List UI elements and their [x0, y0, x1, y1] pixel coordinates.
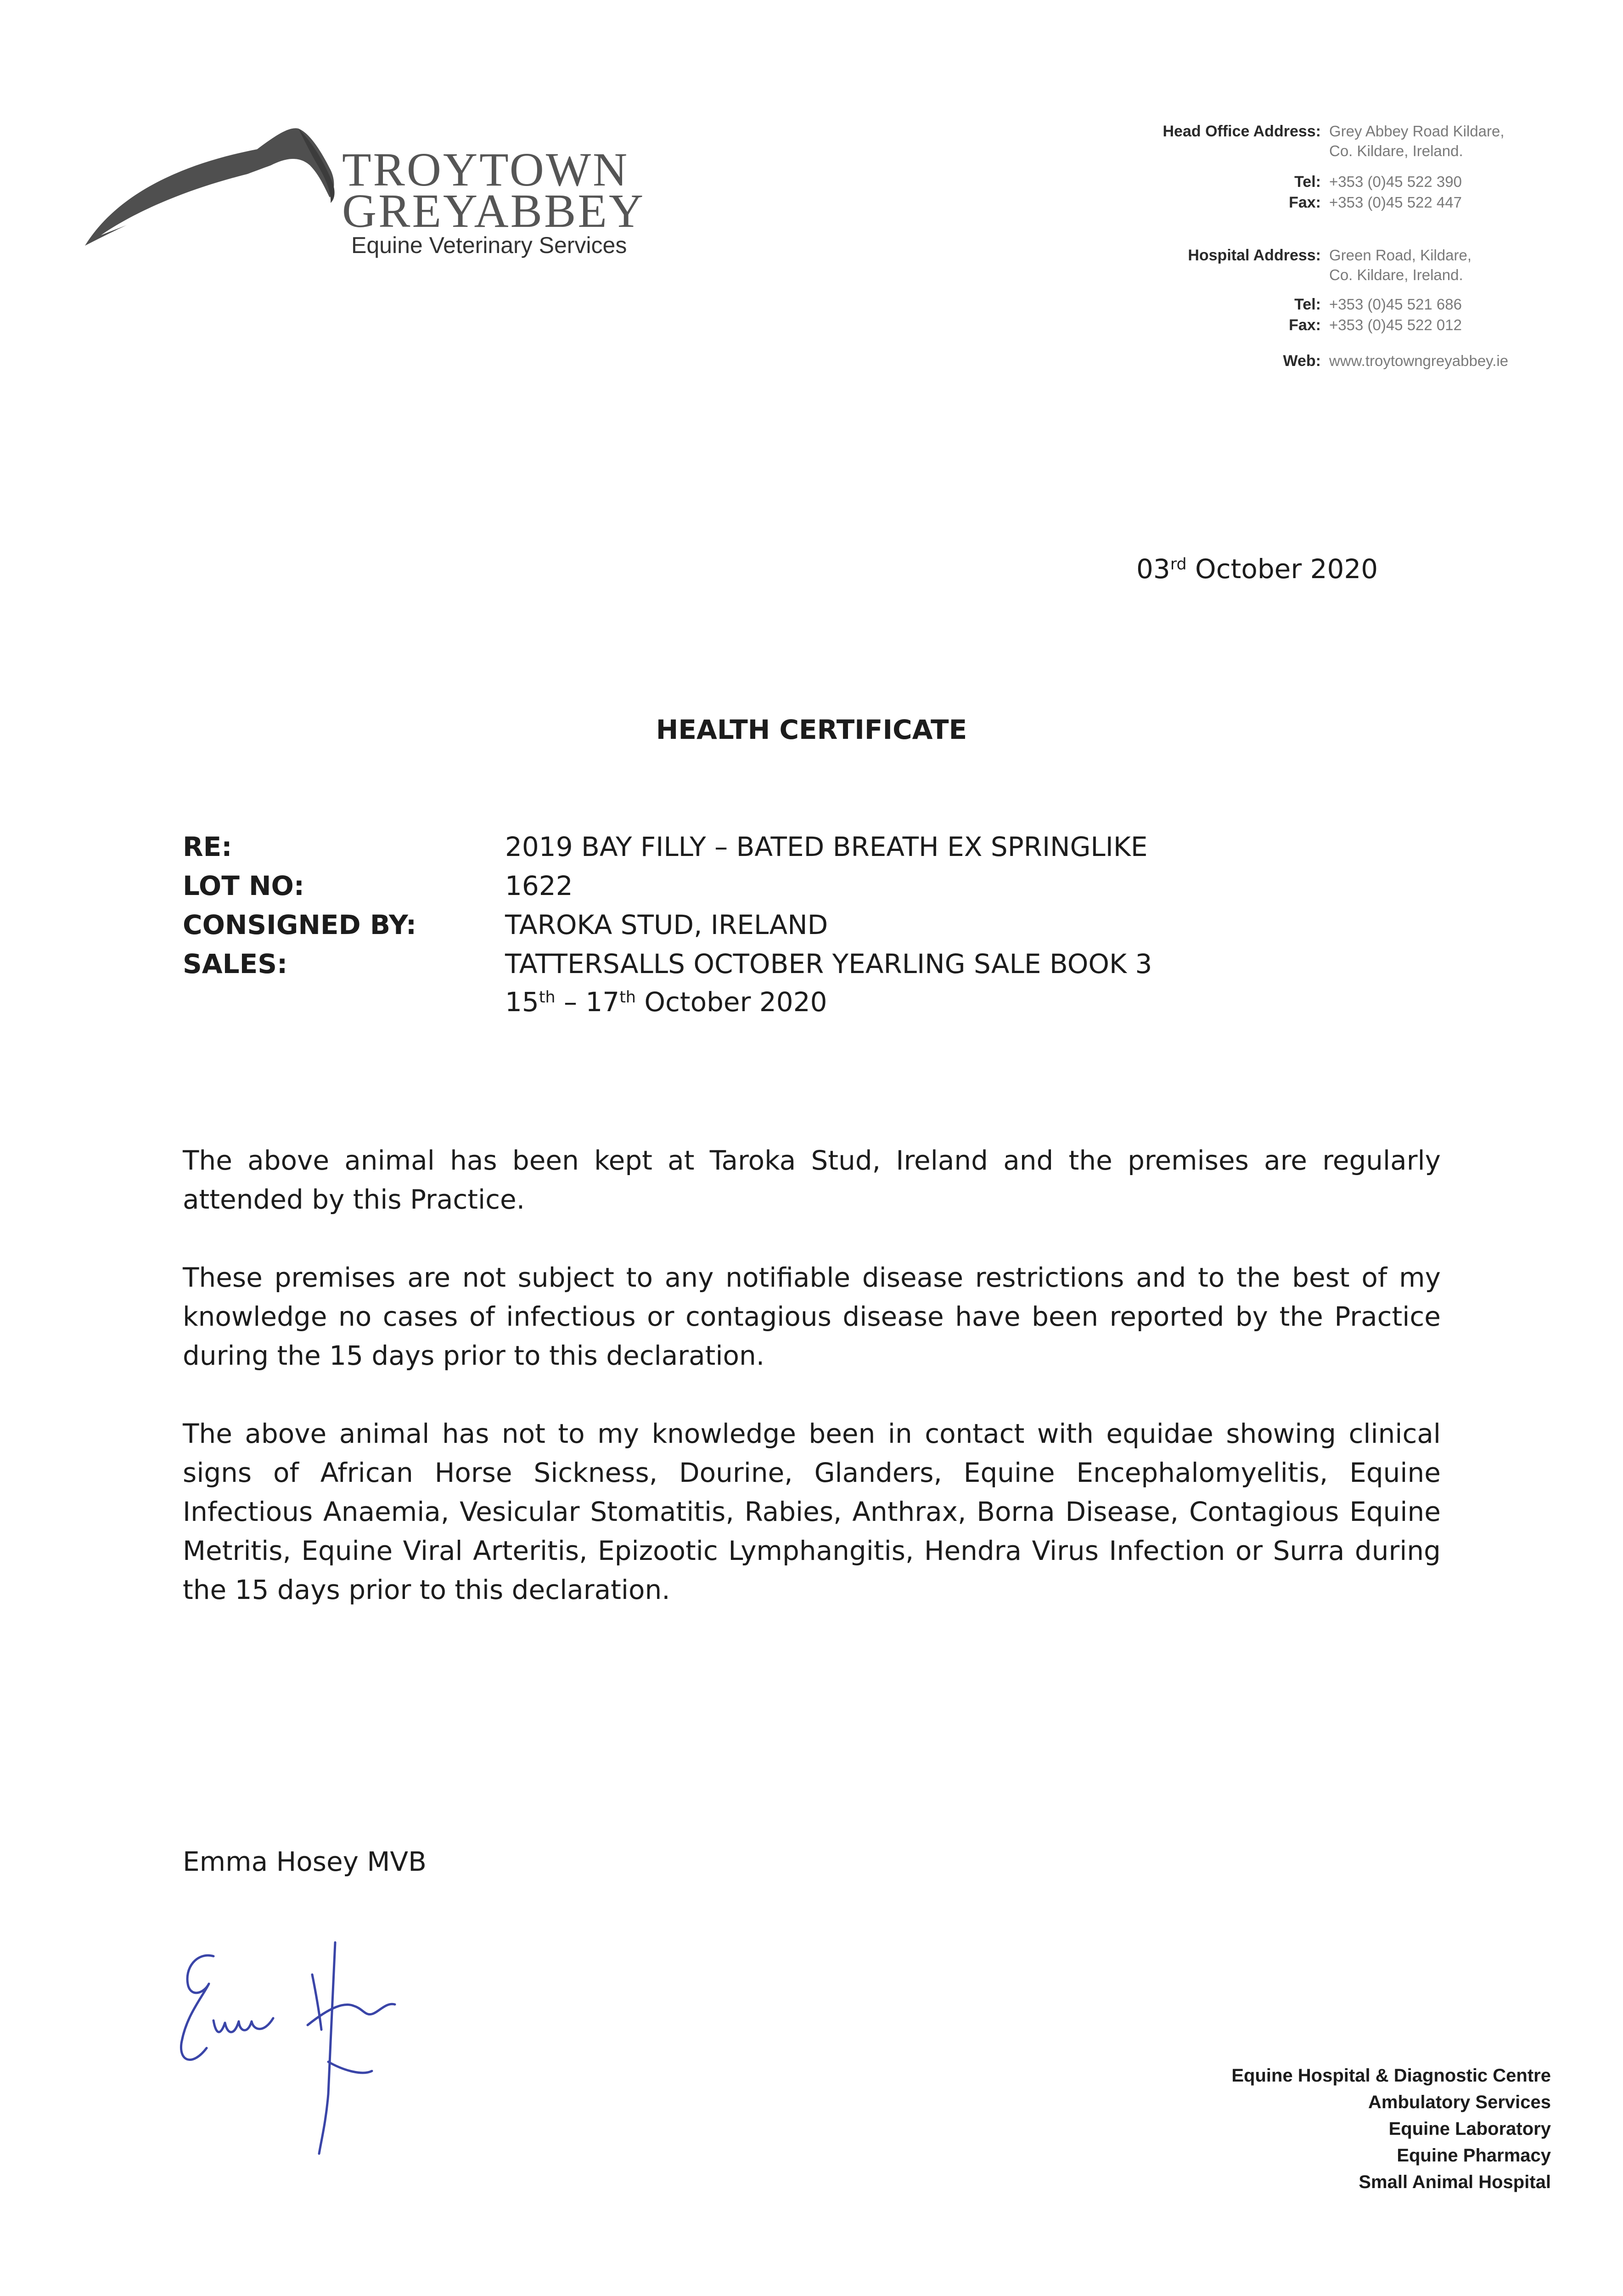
- hospital-label: Hospital Address:: [1188, 247, 1321, 264]
- handwritten-signature: [170, 1924, 491, 2181]
- brand-name-line2: GREYABBEY: [342, 185, 646, 237]
- hospital-row-2: [930, 265, 1463, 285]
- hospital-fax: +353 (0)45 522 012: [1329, 316, 1462, 333]
- head-office-tel: +353 (0)45 522 390: [1329, 173, 1462, 190]
- hospital-row: [930, 246, 1471, 265]
- head-office-fax-row: [930, 193, 1462, 212]
- head-office-line1: Grey Abbey Road Kildare,: [1329, 123, 1505, 140]
- head-office-fax-label: Fax:: [1289, 194, 1321, 211]
- head-office-label: Head Office Address:: [1162, 123, 1321, 140]
- head-office-row: [930, 122, 1505, 141]
- service-item: Small Animal Hospital: [1359, 2172, 1551, 2192]
- web-link[interactable]: www.troytowngreyabbey.ie: [1329, 352, 1509, 369]
- service-item: Equine Hospital & Diagnostic Centre: [1231, 2065, 1551, 2086]
- head-office-line2: Co. Kildare, Ireland.: [1329, 142, 1463, 159]
- service-item: Ambulatory Services: [1368, 2092, 1551, 2112]
- consigned-value: TAROKA STUD, IRELAND: [505, 909, 828, 940]
- hospital-fax-row: [930, 315, 1462, 335]
- hospital-tel-label: Tel:: [1294, 296, 1321, 313]
- sales-label: SALES:: [183, 948, 288, 979]
- brand-name-line1: TROYTOWN: [342, 143, 629, 196]
- hospital-line1: Green Road, Kildare,: [1329, 247, 1472, 264]
- head-office-row-2: [930, 141, 1463, 161]
- hospital-fax-label: Fax:: [1289, 316, 1321, 334]
- web-label: Web:: [1283, 352, 1321, 370]
- brand-tagline: Equine Veterinary Services: [351, 232, 627, 258]
- paragraph-restrictions: These premises are not subject to any notifiable disease restrictions and to the best of my knowledge no cases of infectious or contagious disease have been reported by the Practice during the 15 days prior to this declaration.: [183, 1262, 1441, 1371]
- sales-value: TATTERSALLS OCTOBER YEARLING SALE BOOK 3: [505, 948, 1152, 979]
- paragraph-premises: The above animal has been kept at Taroka Stud, Ireland and the premises are regularly attended by this Practice.: [183, 1145, 1441, 1215]
- sales-dates: 15th – 17th October 2020: [505, 986, 827, 1018]
- hospital-tel: +353 (0)45 521 686: [1329, 296, 1462, 313]
- lot-value: 1622: [505, 870, 573, 901]
- certificate-title: HEALTH CERTIFICATE: [656, 714, 967, 745]
- head-office-fax: +353 (0)45 522 447: [1329, 194, 1462, 211]
- hospital-line2: Co. Kildare, Ireland.: [1329, 266, 1463, 283]
- head-office-tel-label: Tel:: [1294, 173, 1321, 191]
- paragraph-diseases: The above animal has not to my knowledge been in contact with equidae showing clinical signs of African Horse Sickness, Dourine, Glanders, Equine Encephalomyelitis, Equine Infectious Anaemia, Vesicular Stomatitis, Rabies, Anthrax, Borna Disease, Contagious Equine Metritis, Equine Viral Arteritis, Epizootic Lymphangitis, Hendra Virus Infection or Surra during the 15 days prior to this declaration.: [183, 1418, 1441, 1605]
- signatory-name: Emma Hosey MVB: [183, 1846, 427, 1877]
- horse-head-logo-icon: [83, 115, 340, 253]
- re-value: 2019 BAY FILLY – BATED BREATH EX SPRINGLIKE: [505, 831, 1148, 862]
- hospital-tel-row: [930, 295, 1462, 314]
- lot-label: LOT NO:: [183, 870, 304, 901]
- re-label: RE:: [183, 831, 232, 862]
- head-office-tel-row: [930, 172, 1462, 191]
- service-item: Equine Pharmacy: [1397, 2145, 1551, 2166]
- consigned-label: CONSIGNED BY:: [183, 909, 417, 940]
- letter-date: 03rd October 2020: [1136, 553, 1378, 585]
- service-item: Equine Laboratory: [1388, 2119, 1551, 2139]
- web-row: [930, 351, 1508, 371]
